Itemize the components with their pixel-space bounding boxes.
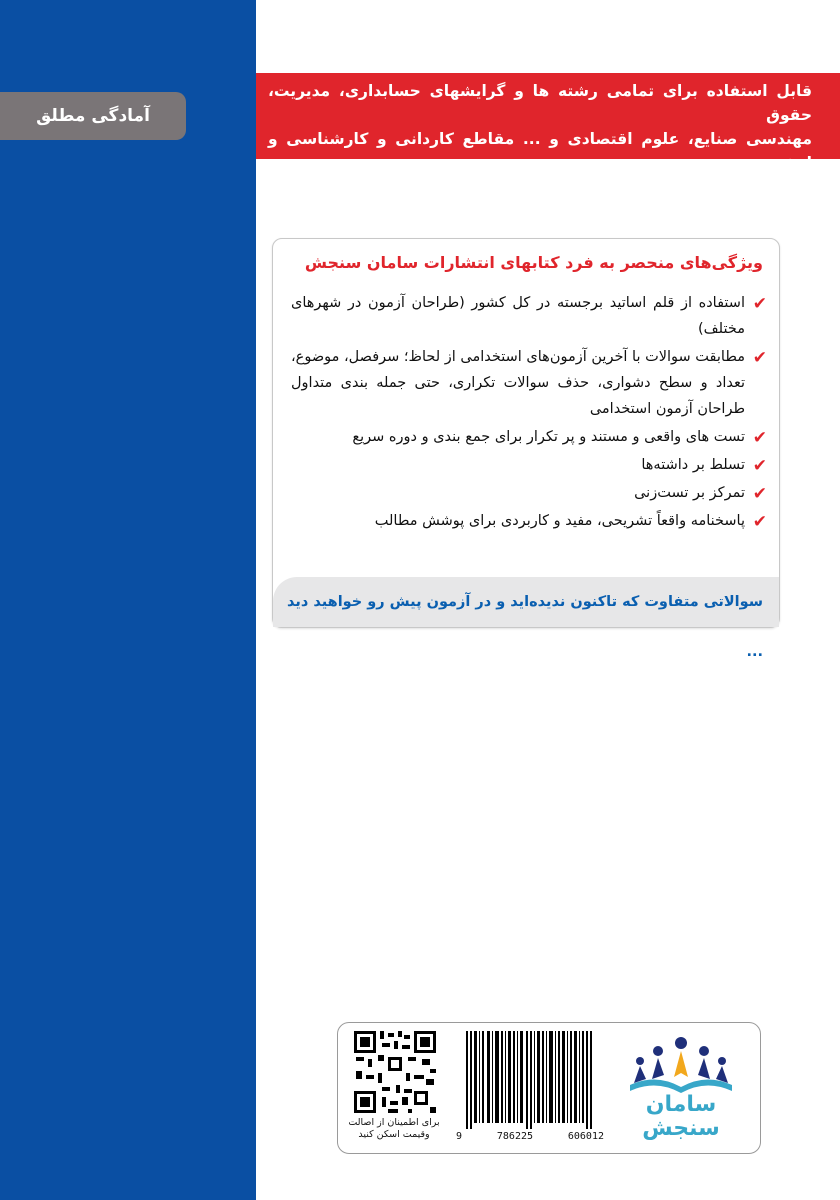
features-title: ویژگی‌های منحصر به فرد کتابهای انتشارات سامان سنجش (304, 253, 763, 272)
usage-banner (256, 73, 840, 196)
check-icon: ✔ (752, 348, 767, 368)
qr-caption (342, 1117, 446, 1141)
feature-item (291, 344, 767, 422)
isbn-digit-1: 9 (456, 1131, 463, 1142)
feature-item-text: مطابقت سوالات با آخرین آزمون‌های استخدامی از لحاظ؛ سرفصل، موضوع، تعداد و سطح دشواری، حذف سوالات تکراری، حتی جمله بندی متداول طراحان آزمون استخدامی (291, 349, 745, 417)
series-tab-label: آمادگی مطلق (36, 106, 150, 126)
banner-line-1: قابل استفاده برای تمامی رشته ها و گرایشهای حسابداری، مدیریت، حقوق (268, 82, 812, 124)
qr-caption-line-2: وقیمت اسکن کنید (358, 1129, 430, 1140)
feature-item-text: تسلط بر داشته‌ها (641, 457, 745, 473)
publisher-logo (616, 1033, 746, 1145)
check-icon: ✔ (752, 428, 767, 448)
isbn-digit-2: 786225 (496, 1131, 534, 1142)
feature-item-text: تمرکز بر تست‌زنی (634, 485, 745, 501)
feature-item (291, 452, 767, 478)
barcode-panel (337, 1022, 761, 1154)
qr-code[interactable] (352, 1029, 438, 1115)
series-tab (0, 92, 186, 140)
feature-item (291, 424, 767, 450)
banner-line-2: مهندسی صنایع، علوم اقتصادی و ... مقاطع کاردانی و کارشناسی و ارشد (268, 130, 812, 172)
qr-caption-line-1: برای اطمینان از اصالت (348, 1117, 440, 1128)
feature-item-text: پاسخنامه واقعاً تشریحی، مفید و کاربردی برای پوشش مطالب (374, 513, 745, 529)
qr-code-icon (352, 1029, 438, 1115)
feature-item (291, 480, 767, 506)
features-box (272, 238, 780, 660)
isbn-digits (456, 1131, 604, 1142)
barcode-icon (456, 1031, 604, 1129)
publisher-logo-text: سامان سنجش (642, 1092, 720, 1141)
feature-item (291, 508, 767, 534)
banner-line-3: (آمادگی مطلق) (694, 178, 812, 196)
feature-item-text: تست های واقعی و مستند و پر تکرار برای جمع بندی و دوره سریع (352, 429, 745, 445)
check-icon: ✔ (752, 294, 767, 314)
check-icon: ✔ (752, 484, 767, 504)
check-icon: ✔ (752, 512, 767, 532)
feature-item-text: استفاده از قلم اساتید برجسته در کل کشور (طراحان آزمون در شهرهای مختلف) (291, 295, 745, 337)
features-footer-text: سوالاتی متفاوت که تاکنون ندیده‌اید و در آزمون پیش رو خواهید دید ... (287, 594, 763, 660)
features-list (273, 290, 779, 534)
features-footer (273, 577, 779, 660)
feature-item (291, 290, 767, 342)
blue-spine (0, 0, 256, 1200)
isbn-digit-3: 606012 (567, 1131, 604, 1142)
check-icon: ✔ (752, 456, 767, 476)
